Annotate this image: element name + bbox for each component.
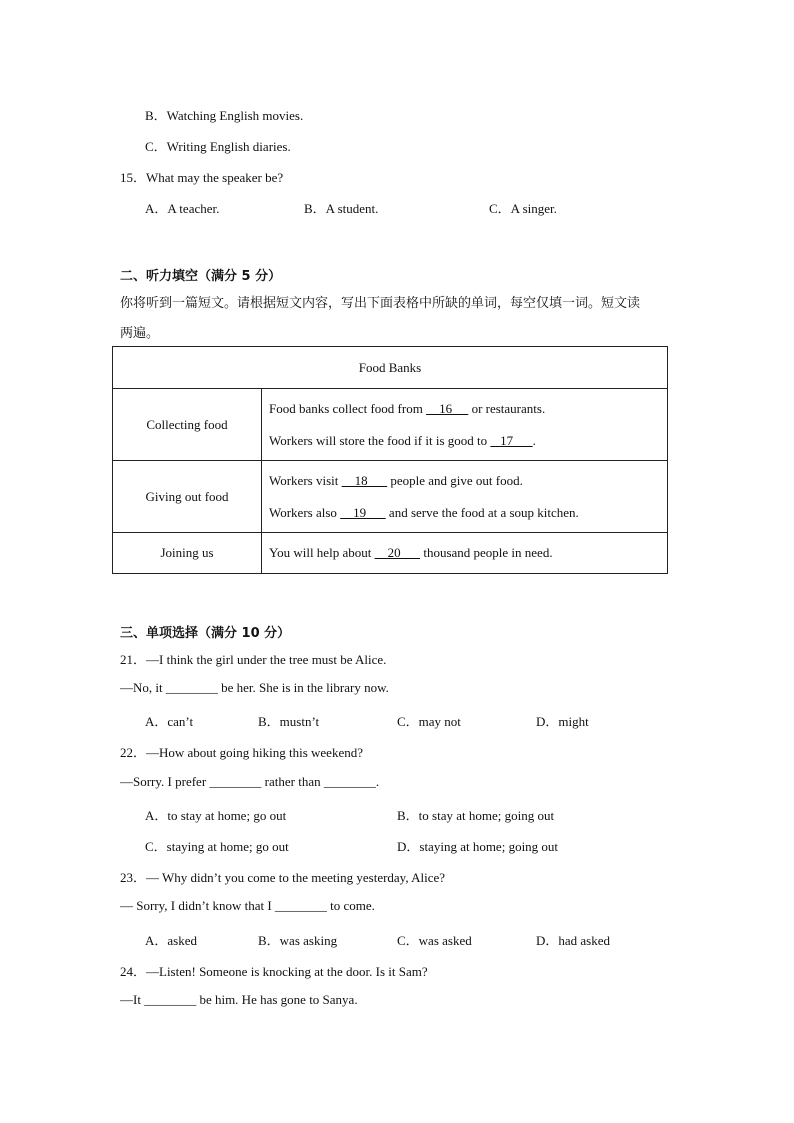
table-line-17: Workers will store the food if it is good to 17 .	[269, 432, 536, 448]
q22-option-b[interactable]: B．to stay at home; going out	[397, 808, 555, 823]
q23-option-a[interactable]: A．asked	[145, 933, 197, 948]
q23-reply: — Sorry, I didn’t know that I ________ to come.	[120, 898, 375, 913]
table-line-19: Workers also 19 and serve the food at a soup kitchen.	[269, 504, 579, 520]
q22-option-c[interactable]: C．staying at home; go out	[145, 839, 289, 854]
table-row	[113, 533, 668, 574]
table-line-20: You will help about 20 thousand people in need.	[269, 545, 553, 560]
blank-16[interactable]: 16	[426, 400, 469, 416]
q21-reply: —No, it ________ be her. She is in the library now.	[120, 680, 389, 695]
q14-option-c: C．Writing English diaries.	[145, 139, 291, 154]
row-content-giving	[262, 461, 668, 533]
q15-stem: 15．What may the speaker be?	[120, 170, 284, 185]
section2-instruction-line2: 两遍。	[120, 326, 160, 341]
q23-option-d[interactable]: D．had asked	[536, 933, 611, 948]
q21-option-b[interactable]: B．mustn’t	[258, 714, 320, 729]
q21-option-a[interactable]: A．can’t	[145, 714, 194, 729]
q23-option-b[interactable]: B．was asking	[258, 933, 338, 948]
table-row	[113, 461, 668, 533]
q14-option-b: B．Watching English movies.	[145, 108, 304, 123]
section2-heading: 二、听力填空（满分 5 分）	[120, 269, 282, 284]
q22-option-a[interactable]: A．to stay at home; go out	[145, 808, 287, 823]
blank-19[interactable]: 19	[340, 504, 386, 520]
q23-option-c[interactable]: C．was asked	[397, 933, 472, 948]
section2-instruction-line1: 你将听到一篇短文。请根据短文内容，写出下面表格中所缺的单词，每空仅填一词。短文读	[120, 296, 641, 311]
q21-option-d[interactable]: D．might	[536, 714, 589, 729]
q21-stem: 21．—I think the girl under the tree must be Alice.	[120, 652, 387, 667]
table-title: Food Banks	[113, 347, 668, 389]
q24-reply: —It ________ be him. He has gone to Sanya.	[120, 992, 358, 1007]
q15-option-b: B．A student.	[304, 201, 379, 216]
q23-stem: 23．— Why didn’t you come to the meeting yesterday, Alice?	[120, 870, 446, 885]
q24-stem: 24．—Listen! Someone is knocking at the door. Is it Sam?	[120, 964, 428, 979]
q22-option-d[interactable]: D．staying at home; going out	[397, 839, 559, 854]
row-content-collecting	[262, 389, 668, 461]
section3-heading: 三、单项选择（满分 10 分）	[120, 626, 291, 641]
food-banks-table	[112, 346, 668, 574]
blank-20[interactable]: 20	[374, 545, 421, 560]
q21-option-c[interactable]: C．may not	[397, 714, 461, 729]
row-label-giving: Giving out food	[113, 461, 262, 533]
row-label-collecting: Collecting food	[113, 389, 262, 461]
blank-17[interactable]: 17	[490, 432, 533, 448]
table-row	[113, 389, 668, 461]
blank-18[interactable]: 18	[341, 472, 388, 488]
table-line-18: Workers visit 18 people and give out food.	[269, 472, 523, 488]
row-label-joining: Joining us	[113, 533, 262, 574]
q22-stem: 22．—How about going hiking this weekend?	[120, 745, 363, 760]
q15-option-c: C．A singer.	[489, 201, 557, 216]
q22-reply: —Sorry. I prefer ________ rather than ________.	[120, 774, 380, 789]
row-content-joining	[262, 533, 668, 574]
table-line-16: Food banks collect food from 16 or restaurants.	[269, 400, 546, 416]
q15-option-a: A．A teacher.	[145, 201, 220, 216]
